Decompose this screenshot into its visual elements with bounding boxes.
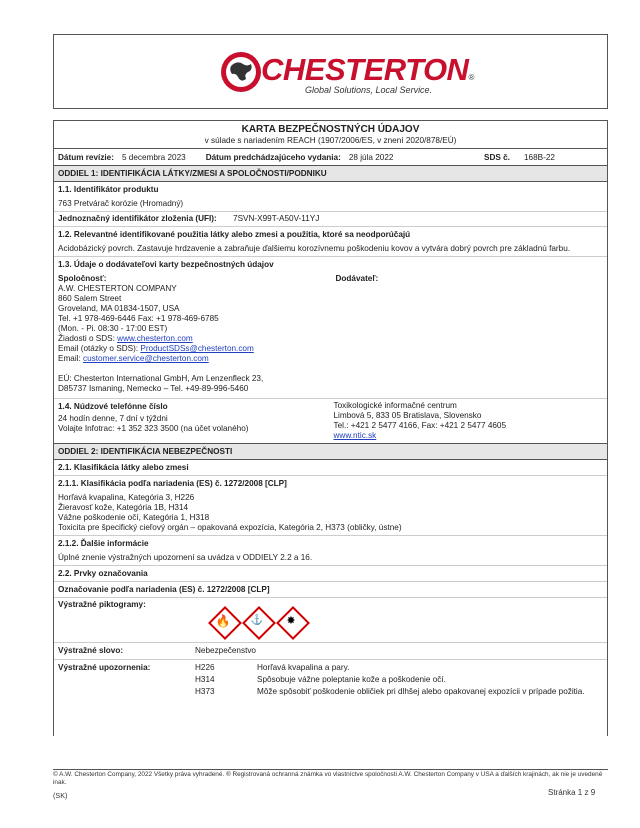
classification-line: Horľavá kvapalina, Kategória 3, H226 [58,493,195,502]
hazard-text: Môže spôsobiť poškodenie obličiek pri dlhšej alebo opakovanej expozícii v prípade požitia. [257,687,585,696]
section-2-1-heading: 2.1. Klasifikácia látky alebo zmesi [54,460,607,476]
section-1-2-heading: 1.2. Relevantné identifikované použitia látky alebo zmesi a použitia, ktoré sa neodporúčajú [58,230,411,239]
hazard-statement-row [54,686,607,698]
classification-line: Žieravosť kože, Kategória 1B, H314 [58,503,189,512]
section-1-4-heading: 1.4. Núdzové telefónne číslo [58,402,168,411]
company-label: Spoločnosť: [58,274,107,283]
tox-center-line: Limbová 5, 833 05 Bratislava, Slovensko [333,411,482,420]
ufi-label: Jednoznačný identifikátor zloženia (UFI): [58,214,217,223]
footer-divider [53,769,608,770]
pictogram-list [58,606,603,636]
previous-date-value: 28 júla 2022 [348,152,394,162]
hazard-text: Spôsobuje vážne poleptanie kože a poškodenie očí. [257,675,446,684]
pictograms-label: Výstražné piktogramy: [58,600,146,609]
emergency-line: Volajte Infotrac: +1 352 323 3500 (na účet volaného) [58,424,249,433]
company-line: A.W. CHESTERTON COMPANY [58,284,177,293]
ufi-row [54,212,607,227]
flame-icon: 🔥 [208,606,238,636]
eu-address-line: D85737 Ismaning, Nemecko – Tel. +49-89-996-5460 [58,384,249,393]
pictograms-row [54,598,607,643]
section-2-title: ODDIEL 2: IDENTIFIKÁCIA NEBEZPEČNOSTI [54,444,607,460]
sds-number-label: SDS č. [484,152,510,162]
section-2-2-subheading: Označovanie podľa nariadenia (ES) č. 1272/2008 [CLP] [54,582,607,598]
classification-line: Vážne poškodenie očí, Kategória 1, H318 [58,513,210,522]
tox-center-line: Tel.: +421 2 5477 4166, Fax: +421 2 5477 4605 [333,421,507,430]
section-2-1-2-heading: 2.1.2. Ďalšie informácie [58,539,149,548]
globe-icon [219,50,263,94]
previous-date-label: Dátum predchádzajúceho vydania: [205,152,341,162]
email-line: Email: customer.service@chesterton.com [58,354,209,363]
company-line: (Mon. - Pi. 08:30 - 17:00 EST) [58,324,168,333]
supplier-details [54,272,607,399]
ufi-value: 7SVN-X99T-A50V-11YJ [233,214,320,223]
section-1-1-heading: 1.1. Identifikátor produktu [58,185,159,194]
tagline: Global Solutions, Local Service. [305,85,433,95]
eu-address-line: EÚ: Chesterton International GmbH, Am Lenzenfleck 23, [58,374,264,383]
hazard-statement-row [54,660,607,674]
document-title: KARTA BEZPEČNOSTNÝCH ÚDAJOV [241,124,420,135]
sds-request-link[interactable]: www.chesterton.com [117,334,193,343]
emergency-phone-block [54,399,607,444]
section-1-title: ODDIEL 1: IDENTIFIKÁCIA LÁTKY/ZMESI A SPOLOČNOSTI/PODNIKU [54,166,607,182]
hazard-code: H226 [195,663,215,672]
email-sds-link[interactable]: ProductSDSs@chesterton.com [140,344,254,353]
classification-line: Toxicita pre špecifický cieľový orgán – opakovaná expozícia, Kategória 2, H373 (obličky, ústne) [58,523,402,532]
section-1-3-heading: 1.3. Údaje o dodávateľovi karty bezpečnostných údajov [58,260,274,269]
email-sds-line: Email (otázky o SDS): ProductSDSs@chesterton.com [58,344,254,353]
page-number: Stránka 1 z 9 [548,788,596,797]
company-line: Tel. +1 978-469-6446 Fax: +1 978-469-6785 [58,314,219,323]
supplier-label: Dodávateľ: [335,274,379,283]
logo-box [53,34,608,109]
hazard-text: Horľavá kvapalina a pary. [257,663,350,672]
emergency-line: 24 hodín denne, 7 dní v týždni [58,414,168,423]
document-header [54,121,607,149]
section-2-2-heading: 2.2. Prvky označovania [54,566,607,582]
health-hazard-icon: ✸ [276,606,306,636]
brand-name: CHESTERTON® [261,52,474,87]
signal-word-row [54,643,607,660]
sds-request-line: Žiadosti o SDS: www.chesterton.com [58,334,193,343]
revision-date-value: 5 decembra 2023 [121,152,186,162]
product-name: 763 Pretvárač korózie (Hromadný) [54,197,607,212]
hazard-statements-label: Výstražné upozornenia: [58,663,151,672]
sds-number-value: 168B-22 [524,152,555,162]
tox-center-line: Toxikologické informačné centrum [333,401,457,410]
company-line: 860 Salem Street [58,294,122,303]
hazard-statement-row [54,674,607,686]
chesterton-logo [219,50,474,100]
hazard-code: H314 [195,675,215,684]
hazard-code: H373 [195,687,215,696]
ntic-link[interactable]: www.ntic.sk [333,431,377,440]
customer-service-email-link[interactable]: customer.service@chesterton.com [83,354,209,363]
classification-list [54,491,607,536]
sds-document [53,120,608,736]
corrosion-icon: ⚓ [242,606,272,636]
company-line: Groveland, MA 01834-1507, USA [58,304,180,313]
footer-language: (SK) [53,791,68,800]
revision-row [54,149,607,166]
document-subtitle: v súlade s nariadením REACH (1907/2006/ES, v znení 2020/878/EÚ) [204,136,457,145]
identified-use: Acidobázický povrch. Zastavuje hrdzavenie a zabraňuje ďalšiemu korozívnemu poškodeniu kovov a vytvára dobrý povrch pre základnú farbu. [54,242,607,257]
footer-copyright: © A.W. Chesterton Company, 2022 Všetky práva vyhradené. ® Registrovaná ochranná známka vo vlastníctve spoločnosti A.W. Chesterton Company v USA a ďalších krajinách, ak nie je uvedené inak. [53,771,603,786]
signal-word-label: Výstražné slovo: [58,646,124,655]
section-2-1-1-heading: 2.1.1. Klasifikácia podľa nariadenia (ES) č. 1272/2008 [CLP] [58,479,287,488]
revision-date-label: Dátum revízie: [58,152,114,162]
more-info: Úplné znenie výstražných upozornení sa uvádza v ODDIELY 2.2 a 16. [54,551,607,566]
signal-word-value: Nebezpečenstvo [195,646,256,655]
